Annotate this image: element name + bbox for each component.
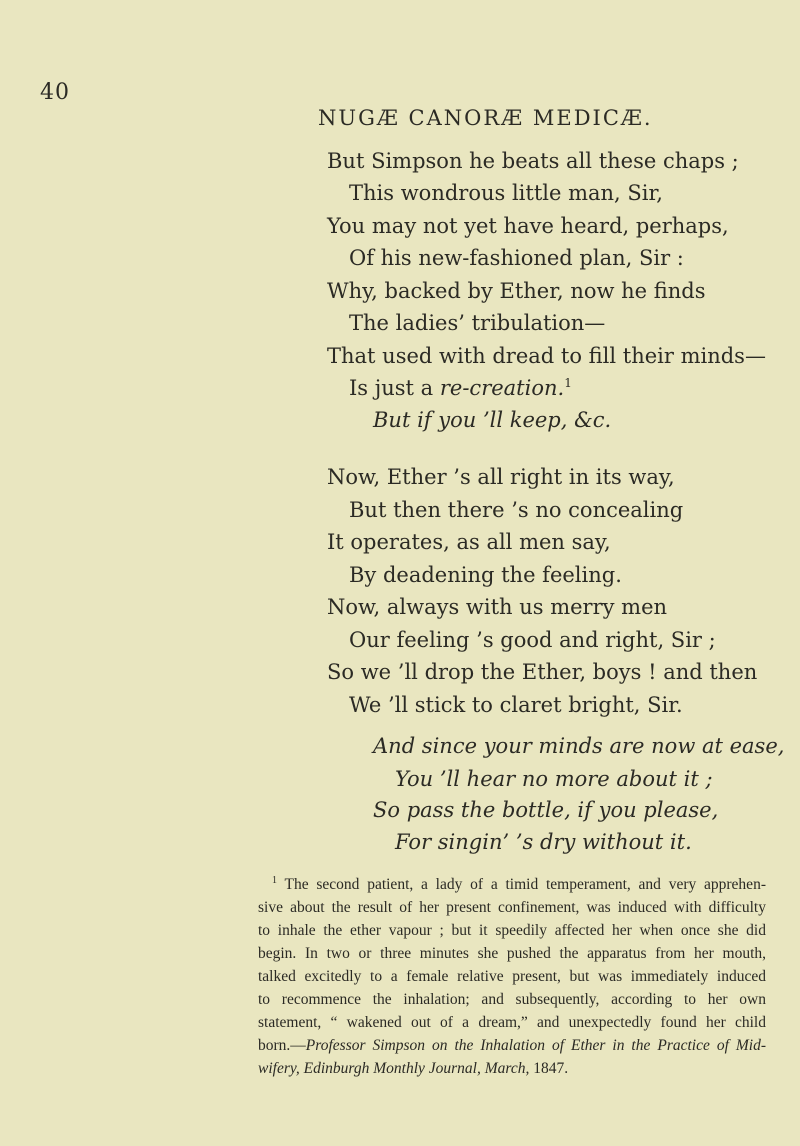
footnote-marker: 1 [272, 874, 277, 886]
verse-emphasis: re-creation. [439, 376, 565, 400]
verse-line: We ’ll stick to claret bright, Sir. [349, 693, 683, 717]
footnote-year: 1847. [529, 1060, 569, 1077]
footnote-citation: Professor Simpson on the Inhalation of Ether in the Practice of Mid- [305, 1037, 766, 1054]
verse-text: Is just a [349, 376, 440, 400]
refrain-line: You ’ll hear no more about it ; [395, 767, 713, 791]
verse-line: Now, Ether ’s all right in its way, [327, 465, 675, 489]
verse-line: You may not yet have heard, perhaps, [327, 214, 729, 238]
footnote-text: The second patient, a lady of a timid temperament, and very apprehen- [284, 876, 766, 893]
verse-line: But Simpson he beats all these chaps ; [327, 149, 739, 173]
footnote [258, 873, 766, 1080]
verse-line: By deadening the feeling. [349, 563, 622, 587]
refrain-line: So pass the bottle, if you please, [373, 798, 719, 822]
refrain-line: But if you ’ll keep, &c. [373, 408, 612, 432]
footnote-line: statement, “ wakened out of a dream,” and unexpectedly found her child [258, 1014, 766, 1031]
verse-line: This wondrous little man, Sir, [349, 181, 663, 205]
footnote-line [258, 1034, 766, 1057]
verse-line: Of his new-fashioned plan, Sir : [349, 246, 684, 270]
verse-line: The ladies’ tribulation— [349, 311, 606, 335]
page-number: 40 [40, 80, 70, 105]
footnote-line: begin. In two or three minutes she pushed the apparatus from her mouth, [258, 945, 766, 962]
verse-line: It operates, as all men say, [327, 530, 611, 554]
verse-line: That used with dread to fill their minds— [327, 344, 766, 368]
footnote-line: talked excitedly to a female relative present, but was immediately induced [258, 968, 766, 985]
verse-line: But then there ’s no concealing [349, 498, 684, 522]
refrain-line: And since your minds are now at ease, [373, 734, 785, 758]
footnote-text: born.— [258, 1037, 306, 1054]
verse-line: Now, always with us merry men [327, 595, 668, 619]
running-head: NUGÆ CANORÆ MEDICÆ. [318, 106, 653, 130]
footnote-line [258, 1057, 766, 1080]
footnote-reference: 1 [564, 376, 572, 390]
verse-line: Why, backed by Ether, now he finds [327, 279, 706, 303]
footnote-line [258, 873, 766, 896]
verse-line: So we ’ll drop the Ether, boys ! and then [327, 660, 758, 684]
verse-line: Our feeling ’s good and right, Sir ; [349, 628, 716, 652]
footnote-line: to inhale the ether vapour ; but it speedily affected her when once she did [258, 922, 766, 939]
refrain-line: For singin’ ’s dry without it. [395, 830, 692, 854]
footnote-line: sive about the result of her present confinement, was induced with difficulty [258, 899, 766, 916]
footnote-citation: wifery, Edinburgh Monthly Journal, March, [258, 1060, 530, 1077]
footnote-line: to recommence the inhalation; and subsequently, according to her own [258, 991, 766, 1008]
verse-line [349, 375, 572, 401]
